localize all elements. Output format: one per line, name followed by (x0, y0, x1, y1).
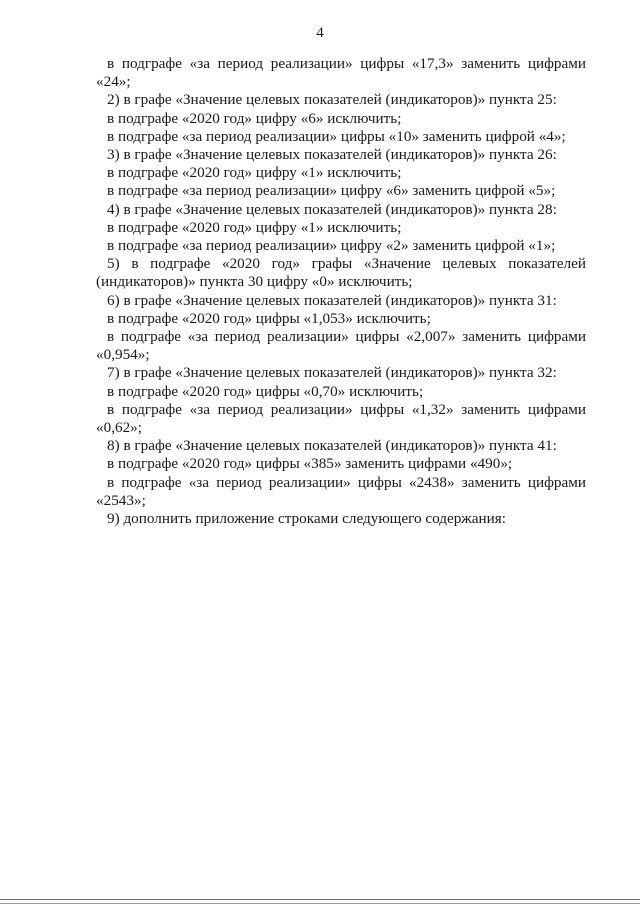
paragraph-13: в подграфе «2020 год» цифры «1,053» исключить; (107, 309, 431, 327)
paragraph-19: в подграфе «2020 год» цифры «385» заменить цифрами «490»; (107, 455, 513, 473)
paragraph-1: в подграфе «за период реализации» цифры «17,3» заменить цифрами «24»; (96, 55, 586, 91)
paragraph-16: в подграфе «2020 год» цифры «0,70» исключить; (107, 382, 424, 400)
paragraph-4: в подграфе «за период реализации» цифры «10» заменить цифрой «4»; (107, 127, 566, 145)
scan-edge-line-secondary (0, 903, 640, 904)
paragraph-18: 8) в графе «Значение целевых показателей (индикаторов)» пункта 41: (107, 437, 557, 455)
paragraph-11: 5) в подграфе «2020 год» графы «Значение целевых показателей (индикаторов)» пункта 30 цифру «0» исключить; (96, 255, 586, 291)
paragraph-21: 9) дополнить приложение строками следующего содержания: (107, 510, 506, 528)
paragraph-12: 6) в графе «Значение целевых показателей (индикаторов)» пункта 31: (107, 291, 557, 309)
paragraph-20: в подграфе «за период реализации» цифры «2438» заменить цифрами «2543»; (96, 473, 586, 509)
paragraph-15: 7) в графе «Значение целевых показателей (индикаторов)» пункта 32: (107, 364, 557, 382)
page-number: 4 (316, 25, 324, 41)
paragraph-6: в подграфе «2020 год» цифру «1» исключить; (107, 164, 402, 182)
paragraph-8: 4) в графе «Значение целевых показателей (индикаторов)» пункта 28: (107, 200, 557, 218)
paragraph-5: 3) в графе «Значение целевых показателей (индикаторов)» пункта 26: (107, 146, 557, 164)
document-body (96, 55, 586, 528)
paragraph-2: 2) в графе «Значение целевых показателей (индикаторов)» пункта 25: (107, 91, 557, 109)
paragraph-10: в подграфе «за период реализации» цифру «2» заменить цифрой «1»; (107, 237, 556, 255)
paragraph-3: в подграфе «2020 год» цифру «6» исключить; (107, 109, 402, 127)
paragraph-7: в подграфе «за период реализации» цифру «6» заменить цифрой «5»; (107, 182, 556, 200)
paragraph-9: в подграфе «2020 год» цифру «1» исключить; (107, 218, 402, 236)
scan-edge-line (0, 899, 640, 900)
paragraph-14: в подграфе «за период реализации» цифры «2,007» заменить цифрами «0,954»; (96, 328, 586, 364)
paragraph-17: в подграфе «за период реализации» цифры «1,32» заменить цифрами «0,62»; (96, 400, 586, 437)
